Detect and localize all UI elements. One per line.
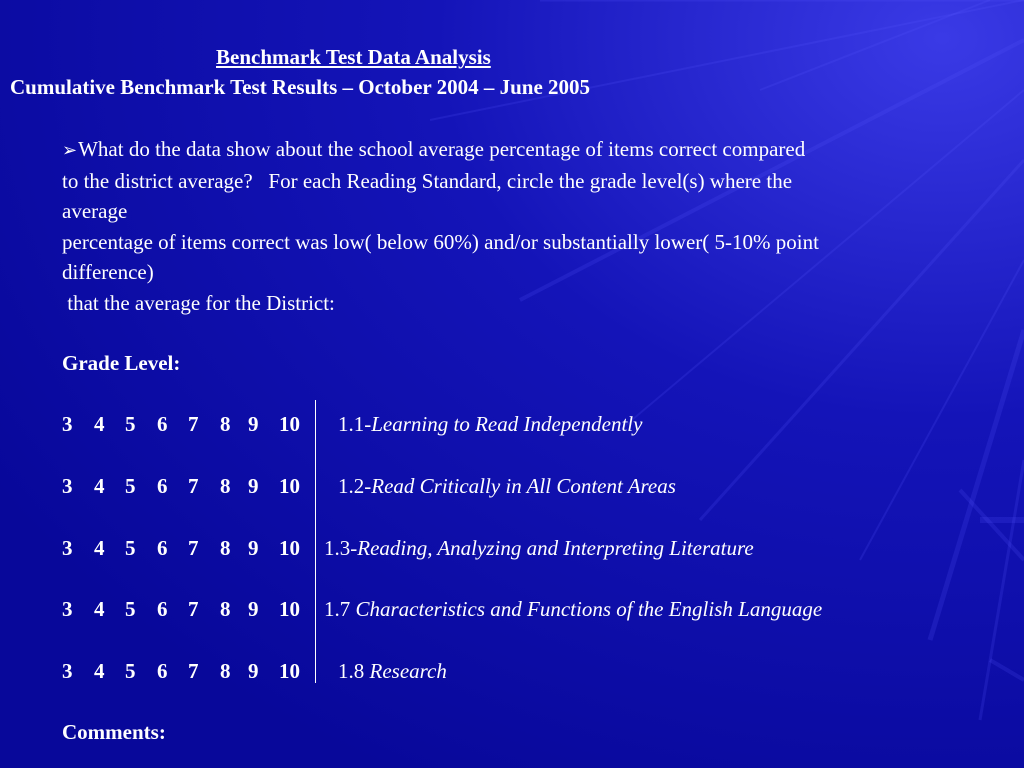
grade-option-5[interactable]: 5 [125, 474, 136, 498]
question-line: percentage of items correct was low( below 60%) and/or substantially lower( 5-10% point [62, 229, 819, 254]
grade-option-8[interactable]: 8 [220, 474, 231, 498]
grade-option-4[interactable]: 4 [94, 659, 105, 683]
standard-label [338, 471, 676, 501]
standard-code: 1.8 [338, 659, 370, 683]
grade-option-6[interactable]: 6 [157, 412, 168, 436]
grade-option-7[interactable]: 7 [188, 412, 199, 436]
grade-option-3[interactable]: 3 [62, 597, 73, 621]
slide-title: Benchmark Test Data Analysis [216, 45, 491, 69]
standard-code: 1.1- [338, 412, 372, 436]
grade-option-7[interactable]: 7 [188, 474, 199, 498]
grade-option-5[interactable]: 5 [125, 536, 136, 560]
standard-code: 1.2- [338, 474, 372, 498]
slide-subtitle: Cumulative Benchmark Test Results – October 2004 – June 2005 [10, 75, 591, 99]
grade-option-10[interactable]: 10 [279, 536, 300, 560]
grade-option-5[interactable]: 5 [125, 659, 136, 683]
grade-option-6[interactable]: 6 [157, 597, 168, 621]
grade-option-10[interactable]: 10 [279, 412, 300, 436]
grade-option-4[interactable]: 4 [94, 536, 105, 560]
standard-name: Reading, Analyzing and Interpreting Literature [357, 536, 754, 560]
grade-option-9[interactable]: 9 [248, 412, 259, 436]
standard-name: Research [369, 659, 447, 683]
standard-name: Characteristics and Functions of the English Language [355, 597, 823, 621]
grade-option-7[interactable]: 7 [188, 659, 199, 683]
grade-option-9[interactable]: 9 [248, 474, 259, 498]
standard-label [338, 409, 642, 439]
grade-option-5[interactable]: 5 [125, 597, 136, 621]
grade-level-label: Grade Level: [62, 351, 181, 375]
standard-label [324, 533, 754, 563]
standard-name: Learning to Read Independently [371, 412, 643, 436]
question-line: difference) [62, 260, 154, 284]
grade-option-8[interactable]: 8 [220, 659, 231, 683]
arrow-bullet-icon: ➢ [62, 140, 78, 160]
grade-option-10[interactable]: 10 [279, 597, 300, 621]
grade-option-3[interactable]: 3 [62, 412, 73, 436]
grade-option-5[interactable]: 5 [125, 412, 136, 436]
standard-code: 1.7 [324, 597, 356, 621]
grade-option-6[interactable]: 6 [157, 474, 168, 498]
grade-option-8[interactable]: 8 [220, 536, 231, 560]
grade-option-7[interactable]: 7 [188, 536, 199, 560]
grade-option-10[interactable]: 10 [279, 474, 300, 498]
question-line: average [62, 199, 128, 223]
grade-option-3[interactable]: 3 [62, 659, 73, 683]
standard-label [338, 656, 447, 686]
grade-option-8[interactable]: 8 [220, 597, 231, 621]
grade-option-6[interactable]: 6 [157, 536, 168, 560]
grade-option-9[interactable]: 9 [248, 659, 259, 683]
question-paragraph [62, 134, 1002, 318]
grade-option-3[interactable]: 3 [62, 474, 73, 498]
grade-option-4[interactable]: 4 [94, 597, 105, 621]
grade-option-7[interactable]: 7 [188, 597, 199, 621]
standard-label [324, 594, 822, 624]
standard-name: Read Critically in All Content Areas [371, 474, 676, 498]
grade-option-10[interactable]: 10 [279, 659, 300, 683]
column-divider [315, 400, 316, 683]
question-line: ➢What do the data show about the school average percentage of items correct compared [62, 134, 1002, 166]
grade-option-4[interactable]: 4 [94, 412, 105, 436]
question-line: that the average for the District: [62, 290, 335, 315]
question-line: to the district average? For each Reading Standard, circle the grade level(s) where the [62, 168, 793, 193]
standard-code: 1.3- [324, 536, 358, 560]
comments-label: Comments: [62, 720, 166, 744]
grade-option-9[interactable]: 9 [248, 597, 259, 621]
grade-option-3[interactable]: 3 [62, 536, 73, 560]
grade-option-4[interactable]: 4 [94, 474, 105, 498]
grade-option-9[interactable]: 9 [248, 536, 259, 560]
grade-option-6[interactable]: 6 [157, 659, 168, 683]
grade-option-8[interactable]: 8 [220, 412, 231, 436]
